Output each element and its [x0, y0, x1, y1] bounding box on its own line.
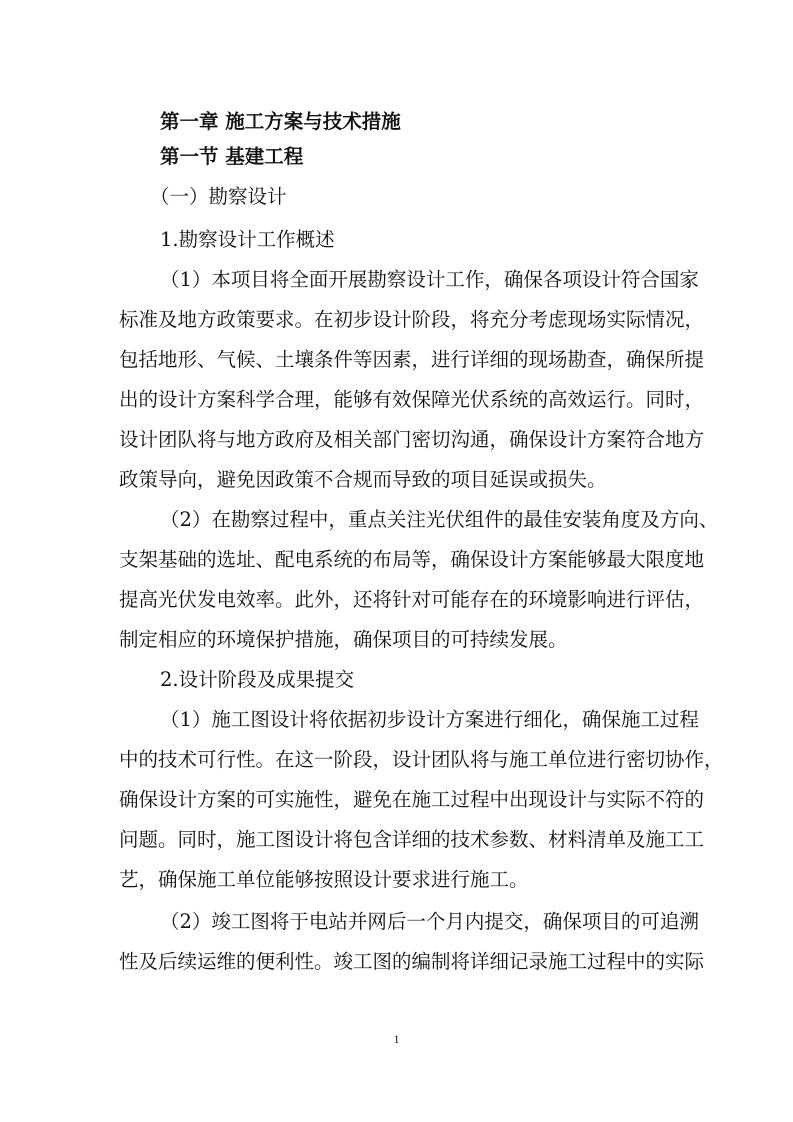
paragraph-line: 标准及地方政策要求。在初步设计阶段，将充分考虑现场实际情况， — [119, 308, 705, 331]
chapter-title: 第一章 施工方案与技术措施 — [160, 110, 401, 133]
paragraph-line: 性及后续运维的便利性。竣工图的编制将详细记录施工过程中的实际 — [119, 950, 705, 973]
paragraph-line: （1）本项目将全面开展勘察设计工作，确保各项设计符合国家 — [160, 268, 699, 291]
paragraph-line: 提高光伏发电效率。此外，还将针对可能存在的环境影响进行评估， — [119, 588, 705, 611]
paragraph-line: 制定相应的环境保护措施，确保项目的可持续发展。 — [119, 628, 568, 651]
subsection-heading: （一）勘察设计 — [150, 185, 287, 208]
item1-heading: 1.勘察设计工作概述 — [160, 228, 335, 251]
paragraph-line: （2）竣工图将于电站并网后一个月内提交，确保项目的可追溯 — [160, 910, 699, 933]
page-number: 1 — [393, 1032, 400, 1046]
paragraph-line: 支架基础的选址、配电系统的布局等，确保设计方案能够最大限度地 — [119, 548, 705, 571]
paragraph-line: 包括地形、气候、土壤条件等因素，进行详细的现场勘查，确保所提 — [119, 348, 705, 371]
paragraph-line: 出的设计方案科学合理，能够有效保障光伏系统的高效运行。同时， — [119, 388, 705, 411]
paragraph-line: 确保设计方案的可实施性，避免在施工过程中出现设计与实际不符的 — [119, 788, 705, 811]
paragraph-line: 中的技术可行性。在这一阶段，设计团队将与施工单位进行密切协作， — [119, 748, 724, 771]
paragraph-line: （1）施工图设计将依据初步设计方案进行细化，确保施工过程 — [160, 708, 699, 731]
paragraph-line: 设计团队将与地方政府及相关部门密切沟通，确保设计方案符合地方 — [119, 428, 705, 451]
paragraph-line: 问题。同时，施工图设计将包含详细的技术参数、材料清单及施工工 — [119, 828, 705, 851]
paragraph-line: 政策导向，避免因政策不合规而导致的项目延误或损失。 — [119, 468, 607, 491]
paragraph-line: （2）在勘察过程中，重点关注光伏组件的最佳安装角度及方向、 — [160, 508, 719, 531]
section-title: 第一节 基建工程 — [160, 145, 304, 168]
item2-heading: 2.设计阶段及成果提交 — [160, 668, 355, 691]
paragraph-line: 艺，确保施工单位能够按照设计要求进行施工。 — [119, 868, 529, 891]
